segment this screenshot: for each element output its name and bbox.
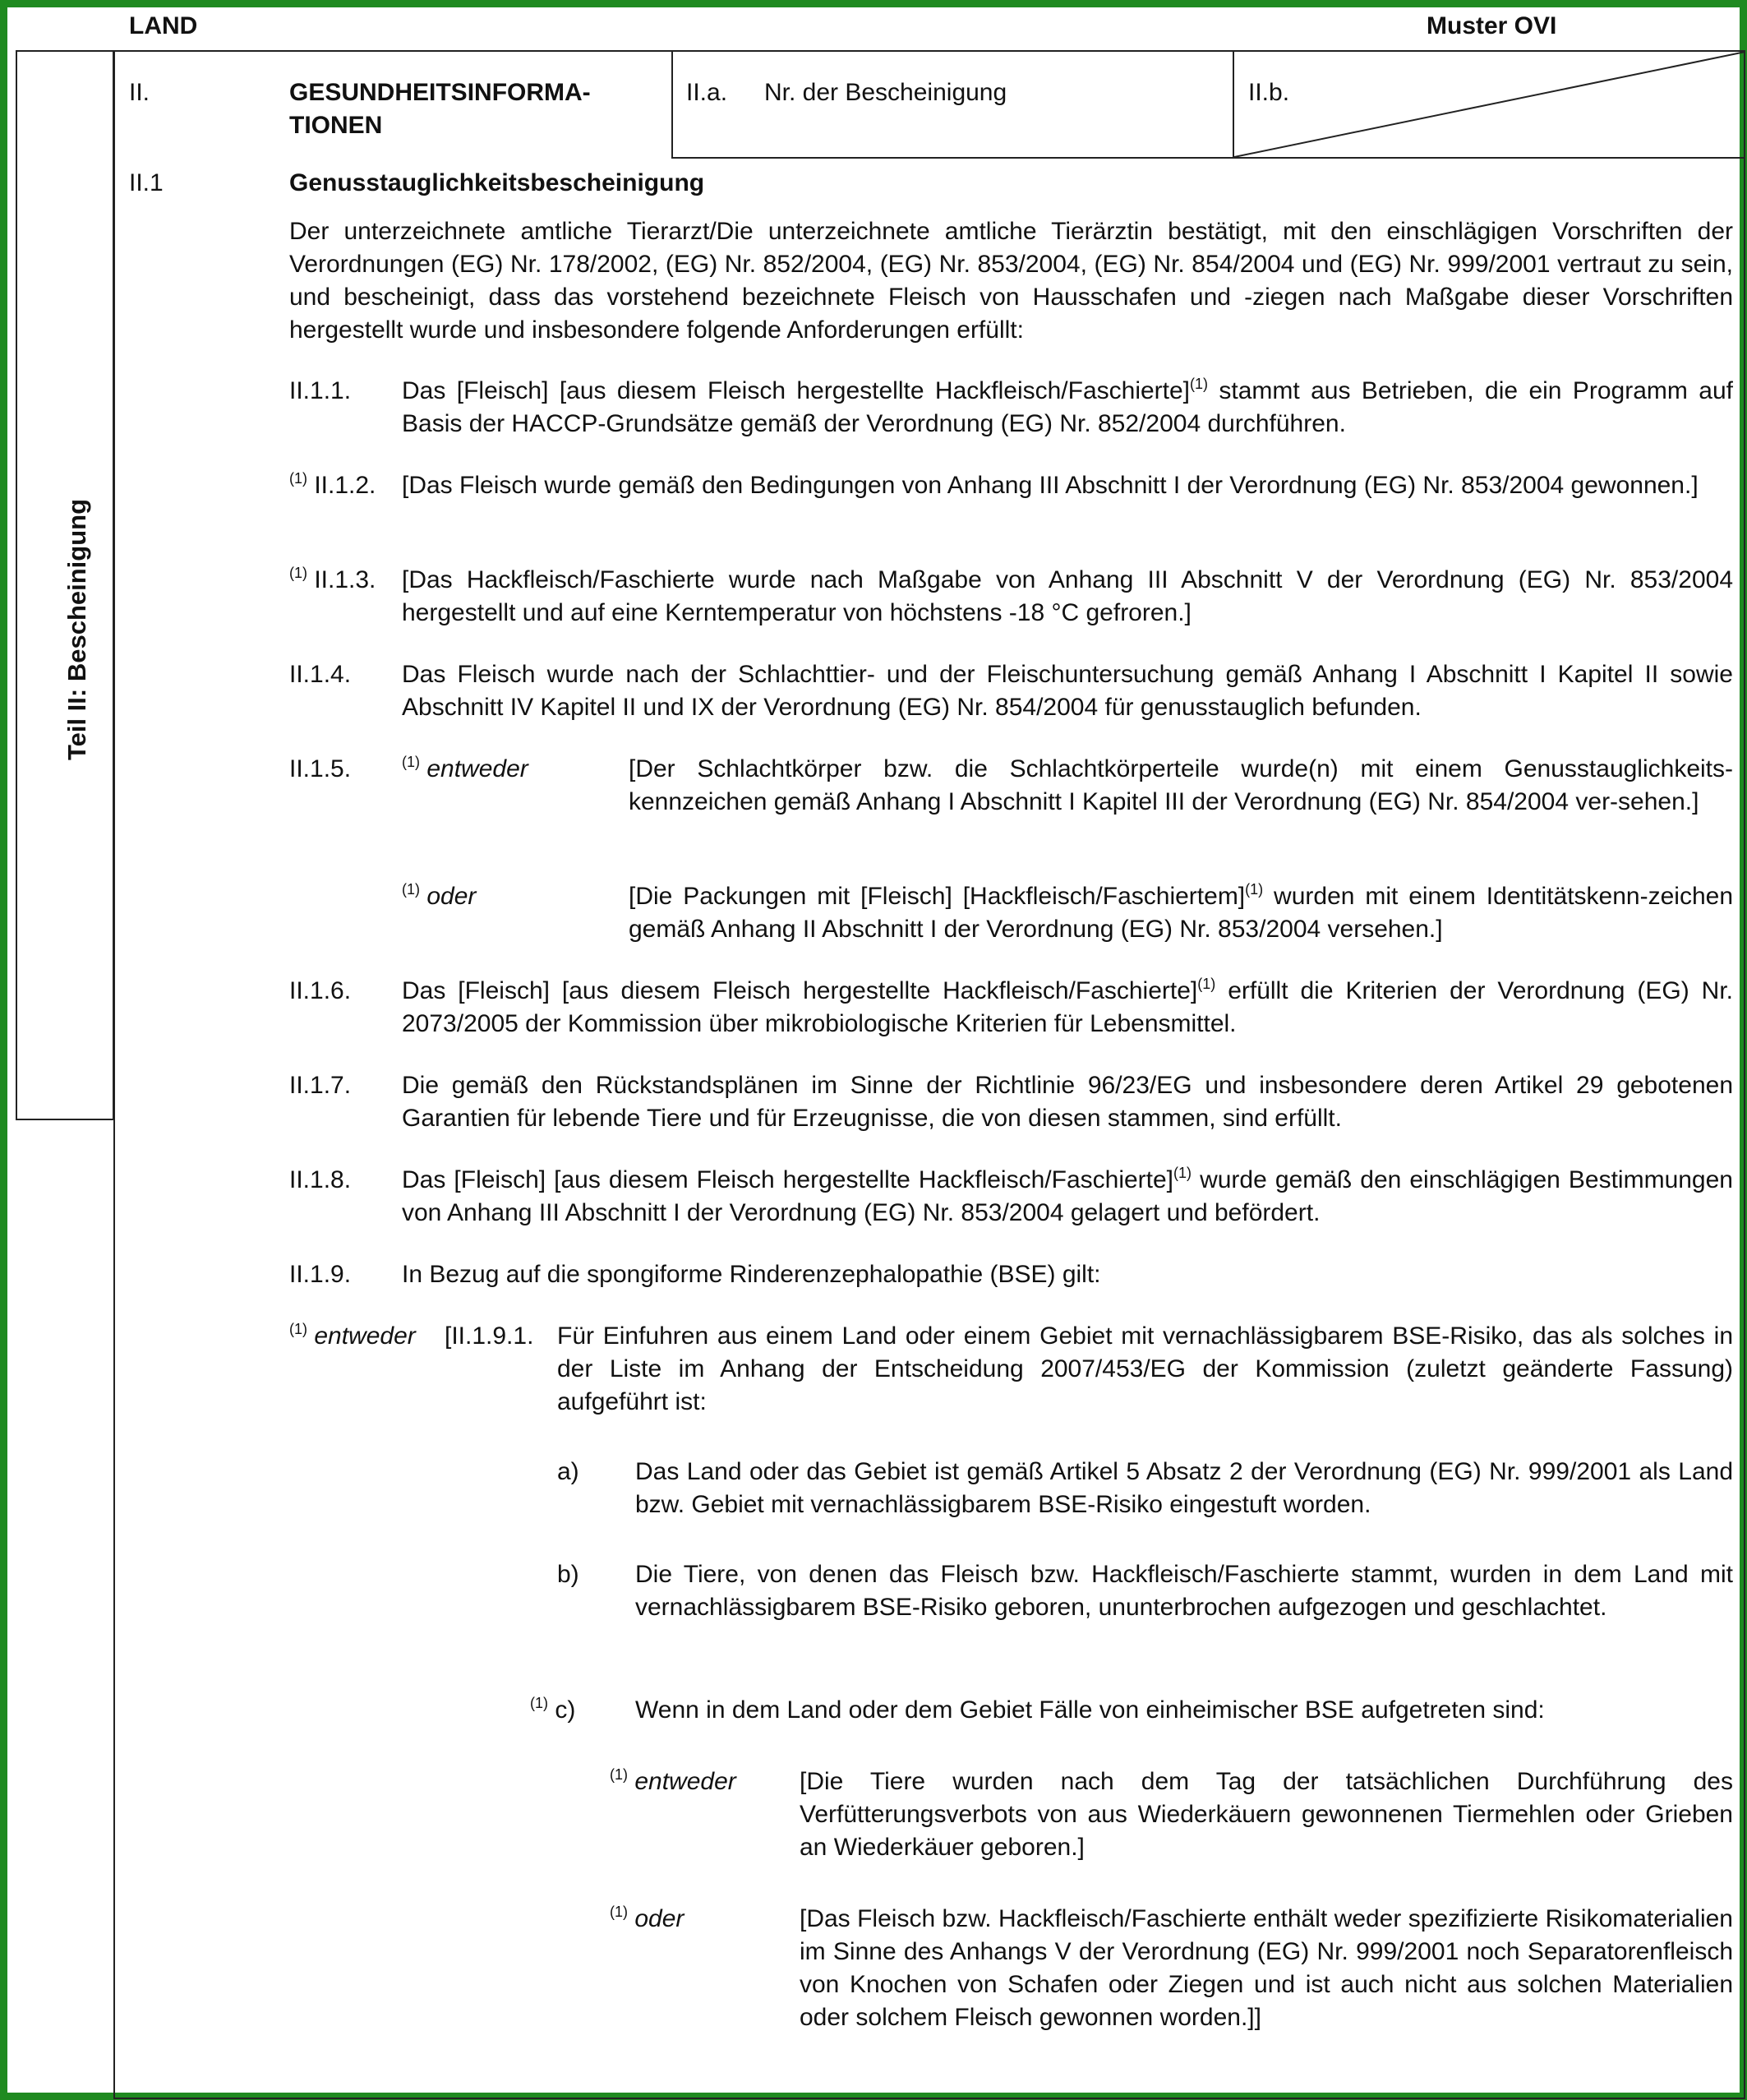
section-title: GESUNDHEITSINFORMA-TIONEN — [289, 79, 591, 139]
footnote-marker: (1) — [530, 1695, 548, 1711]
item-c-or-text: [Das Fleisch bzw. Hackfleisch/Faschierte enthält weder spezifizierte Risikomaterialien im Sinne des Anhangs V der Verordnung (EG) Nr. 999/2001 noch Separatorenfleisch von Knochen von Schafen oder Ziegen und ist auch nicht aus solchen Materialien oder solchem Fleisch gewonnen worden.]] — [800, 1905, 1733, 2031]
footnote-marker: (1) — [1190, 376, 1209, 392]
clause-text: Das Fleisch wurde nach der Schlachttier- und der Fleischuntersuchung gemäß Anhang I Abschnitt I Kapitel II sowie Abschnitt IV Kapitel II und IX der Verordnung (EG) Nr. 854/2004 für genusstauglich befunden. — [402, 661, 1733, 721]
side-column — [16, 50, 114, 1120]
clause-number: II.1.4. — [289, 661, 352, 688]
clause-number: II.1.9. — [289, 1261, 352, 1288]
ref-a-label: Nr. der Bescheinigung — [764, 79, 1007, 106]
clause-text: [Das Hackfleisch/Faschierte wurde nach Maßgabe von Anhang III Abschnitt V der Verordnung (EG) Nr. 853/2004 hergestellt und auf eine Kerntemperatur von höchstens -18 °C gefroren.] — [402, 566, 1733, 626]
clause-text-part: Das [Fleisch] [aus diesem Fleisch hergestellte Hackfleisch/Faschierte] — [402, 1166, 1174, 1193]
item-a-text: Das Land oder das Gebiet ist gemäß Artikel 5 Absatz 2 der Verordnung (EG) Nr. 999/2001 als Land bzw. Gebiet mit vernachlässigbarem BSE-Risiko eingestuft worden. — [635, 1458, 1733, 1518]
clause-number-text: II.1.3. — [314, 566, 376, 593]
footnote-marker: (1) — [1173, 1165, 1192, 1181]
or-text — [629, 880, 1733, 946]
either-word: entweder — [426, 755, 528, 782]
item-a-label: a) — [557, 1458, 579, 1485]
clause-number: II.1.7. — [289, 1072, 352, 1099]
clause-text — [402, 375, 1733, 441]
either-word: entweder — [634, 1768, 736, 1795]
clause-number — [289, 564, 376, 597]
item-c-or-marker — [610, 1903, 684, 1936]
subsection-number: II.1 — [129, 169, 164, 196]
clause-text-part: Das [Fleisch] [aus diesem Fleisch hergestellte Hackfleisch/Faschierte] — [402, 977, 1198, 1004]
clause-text: Die gemäß den Rückstandsplänen im Sinne der Richtlinie 96/23/EG und insbesondere deren Artikel 29 gebotenen Garantien für lebende Tiere und für Erzeugnisse, die von diesen stammen, sind erfüllt. — [402, 1072, 1733, 1132]
clause-text: [Das Fleisch wurde gemäß den Bedingungen von Anhang III Abschnitt I der Verordnung (EG) Nr. 853/2004 gewonnen.] — [402, 472, 1699, 499]
clause-text-part: erfüllt die Kriterien der Verordnung (EG) Nr. 2073/2005 der Kommission über mikrobiologische Kriterien für Lebensmittel. — [402, 977, 1734, 1037]
head-row-divider-1 — [671, 52, 673, 159]
footnote-marker: (1) — [1197, 976, 1216, 992]
clause-number-text: II.1.2. — [314, 472, 376, 499]
bse-either-marker — [289, 1320, 416, 1353]
item-b-label: b) — [557, 1561, 579, 1588]
item-c-text: Wenn in dem Land oder dem Gebiet Fälle von einheimischer BSE aufgetreten sind: — [635, 1696, 1545, 1724]
clause-number: II.1.8. — [289, 1166, 352, 1193]
either-word: entweder — [314, 1322, 416, 1350]
footnote-marker: (1) — [289, 1321, 307, 1337]
bse-clause-number: [II.1.9.1. — [445, 1322, 534, 1350]
side-label: Teil II: Bescheinigung — [62, 498, 91, 761]
item-c-either-marker — [610, 1765, 736, 1798]
item-c-label — [530, 1694, 575, 1727]
item-b-text: Die Tiere, von denen das Fleisch bzw. Hackfleisch/Faschierte stammt, wurden in dem Land mit vernachlässigbarem BSE-Risiko geboren, ununterbrochen aufgezogen und geschlachtet. — [635, 1561, 1733, 1621]
clause-number: II.1.6. — [289, 977, 352, 1004]
clause-number: II.1.1. — [289, 377, 352, 404]
clause-text — [402, 975, 1733, 1041]
subsection-title: Genusstauglichkeitsbescheinigung — [289, 169, 705, 196]
or-text-part: wurden mit einem Identitätskenn-zeichen gemäß Anhang II Abschnitt I der Verordnung (EG) Nr. 853/2004 versehen.] — [629, 883, 1733, 943]
footnote-marker: (1) — [402, 881, 420, 898]
ref-b-number: II.b. — [1248, 79, 1290, 106]
clause-text — [402, 1164, 1733, 1230]
section-number: II. — [129, 79, 150, 106]
ref-a-number: II.a. — [686, 79, 728, 106]
model-label: Muster OVI — [1427, 12, 1557, 39]
or-word: oder — [426, 883, 477, 910]
clause-number: II.1.5. — [289, 755, 352, 782]
crossed-out-field — [1234, 52, 1745, 158]
clause-text-part: wurde gemäß den einschlägigen Bestimmungen von Anhang III Abschnitt I der Verordnung (EG) Nr. 853/2004 gelagert und befördert. — [402, 1166, 1733, 1226]
item-c-either-text: [Die Tiere wurden nach dem Tag der tatsächlichen Durchführung des Verfütterungsverbots von aus Wiederkäuern gewonnenen Tiermehlen oder Grieben an Wiederkäuer geboren.] — [800, 1768, 1733, 1861]
clause-number — [289, 469, 376, 502]
or-marker — [402, 880, 476, 913]
clause-text: In Bezug auf die spongiforme Rinderenzephalopathie (BSE) gilt: — [402, 1261, 1101, 1288]
clause-text-part: stammt aus Betrieben, die ein Programm auf Basis der HACCP-Grundsätze gemäß der Verordnung (EG) Nr. 852/2004 durchführen. — [402, 377, 1733, 437]
or-text-part: [Die Packungen mit [Fleisch] [Hackfleisch/Faschiertem] — [629, 883, 1246, 910]
or-word: oder — [634, 1905, 685, 1932]
footnote-marker: (1) — [289, 565, 307, 581]
clause-text-part: Das [Fleisch] [aus diesem Fleisch hergestellte Hackfleisch/Faschierte] — [402, 377, 1191, 404]
footnote-marker: (1) — [1245, 881, 1264, 898]
bse-clause-text: Für Einfuhren aus einem Land oder einem Gebiet mit vernachlässigbarem BSE-Risiko, das als solches in der Liste im Anhang der Entscheidung 2007/453/EG der Kommission (zuletzt geänderte Fassung) aufgeführt ist: — [557, 1322, 1733, 1415]
footnote-marker: (1) — [402, 754, 420, 770]
either-text: [Der Schlachtkörper bzw. die Schlachtkörperteile wurde(n) mit einem Genusstauglichkeits-kennzeichen gemäß Anhang I Abschnitt I Kapitel III der Verordnung (EG) Nr. 854/2004 ver-sehen.] — [629, 755, 1733, 815]
main-panel — [113, 50, 1745, 2099]
country-label: LAND — [129, 12, 198, 39]
either-marker — [402, 753, 528, 786]
intro-paragraph: Der unterzeichnete amtliche Tierarzt/Die unterzeichnete amtliche Tierärztin bestätigt, mit den einschlägigen Vorschriften der Verordnungen (EG) Nr. 178/2002, (EG) Nr. 852/2004, (EG) Nr. 853/2004, (EG) Nr. 854/2004 und (EG) Nr. 999/2001 vertraut zu sein, und bescheinigt, dass das vorstehend bezeichnete Fleisch von Hausschafen und -ziegen nach Maßgabe dieser Vorschriften hergestellt wurde und insbesondere folgende Anforderungen erfüllt: — [289, 218, 1733, 344]
diagonal-strike — [1234, 52, 1745, 157]
footnote-marker: (1) — [610, 1766, 628, 1783]
footnote-marker: (1) — [289, 470, 307, 487]
footnote-marker: (1) — [610, 1904, 628, 1920]
item-c-label-text: c) — [555, 1696, 576, 1724]
